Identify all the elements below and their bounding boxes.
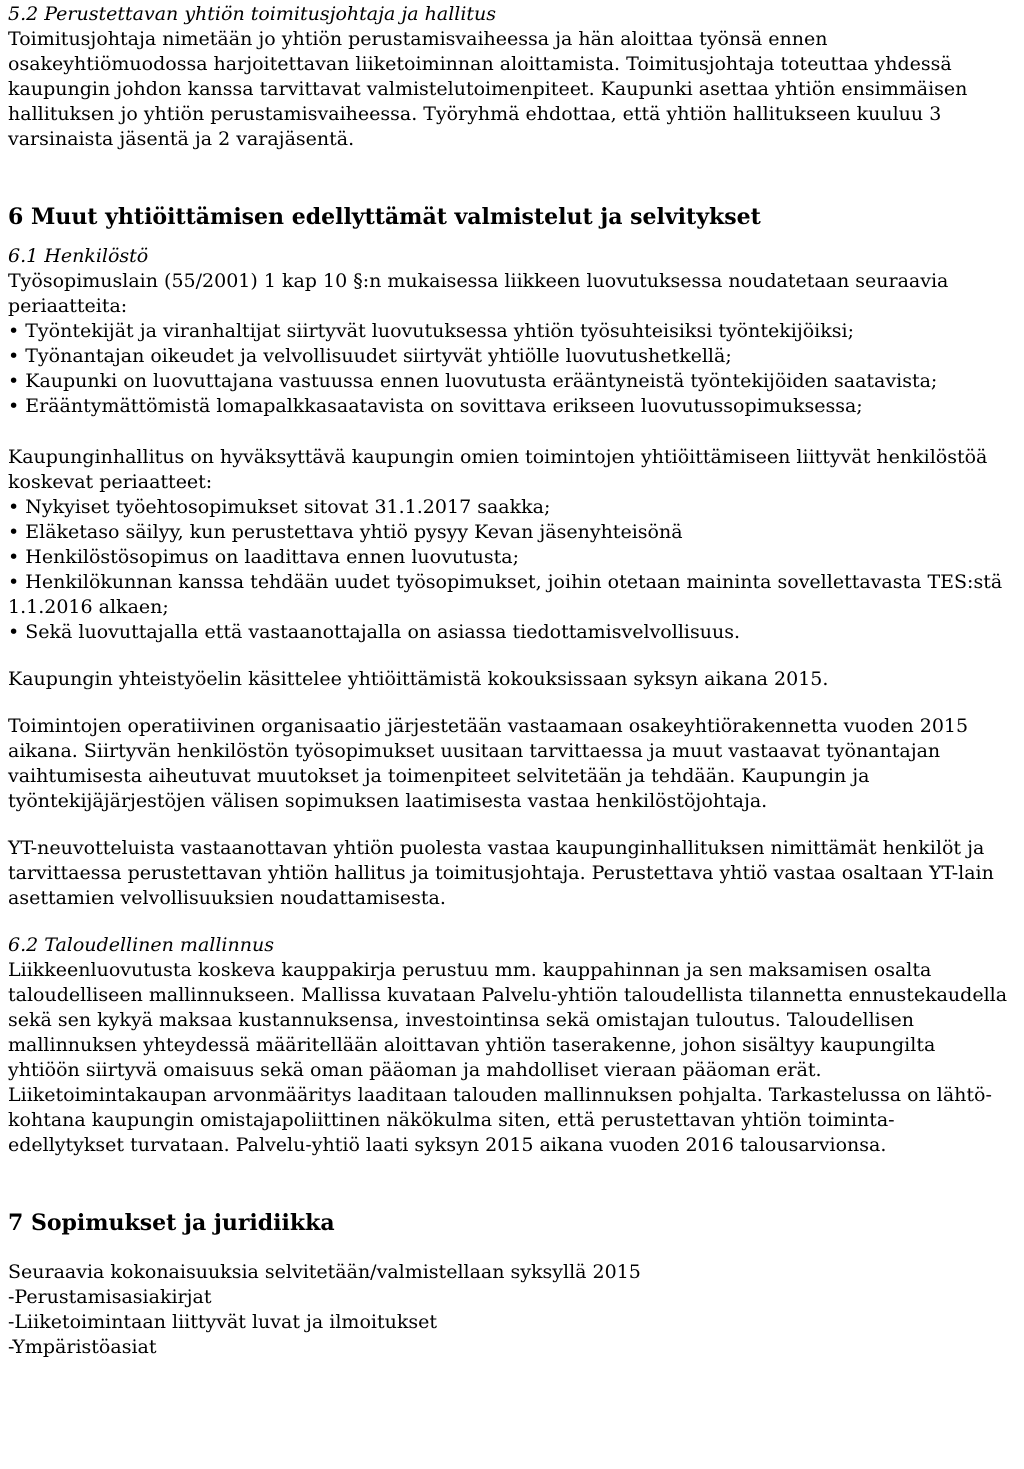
yt-negotiations-paragraph: YT-neuvotteluista vastaanottavan yhtiön puolesta vastaa kaupunginhallituksen nimittämät henkilöt ja tarvittaessa perustettavan yhtiön hallitus ja toimitusjohtaja. Perustettava yhtiö vastaa osaltaan YT-lain asettamien velvollisuuksien noudattamisesta. [8, 837, 994, 909]
section-6-2-heading: 6.2 Taloudellinen mallinnus [8, 934, 274, 956]
list-item: • Kaupunki on luovuttajana vastuussa ennen luovutusta erääntyneistä työntekijöiden saatavista; [8, 369, 1010, 394]
section-5-2-body: Toimitusjohtaja nimetään jo yhtiön perustamisvaiheessa ja hän aloittaa työnsä ennen osakeyhtiömuodossa harjoitettavan liiketoiminnan aloittamista. Toimitusjohtaja toteuttaa yhdessä kaupungin johdon kanssa tarvittavat valmistelutoimenpiteet. Kaupunki asettaa yhtiön ensimmäisen hallituksen jo yhtiön perustamisvaiheessa. Työryhmä ehdottaa, että yhtiön hallitukseen kuuluu 3 varsinaista jäsentä ja 2 varajäsentä. [8, 28, 968, 150]
section-5-2-heading: 5.2 Perustettavan yhtiön toimitusjohtaja ja hallitus [8, 3, 497, 25]
section-6-1-intro-b: Kaupunginhallitus on hyväksyttävä kaupungin omien toimintojen yhtiöittämiseen liittyvät henkilöstöä koskevat periaatteet: [8, 446, 988, 493]
section-6-2-body: Liikkeenluovutusta koskeva kauppakirja perustuu mm. kauppahinnan ja sen maksamisen osalta taloudelliseen mallinnukseen. Mallissa kuvataan Palvelu-yhtiön taloudellista tilannetta ennustekaudella sekä sen kykyä maksaa kustannuksensa, investointinsa sekä omistajan tuloutus. Taloudellisen mallinnuksen yhteydessä määritellään aloittavan yhtiön taserakenne, johon sisältyy kaupungilta yhtiöön siirtyvä omaisuus sekä oman pääoman ja mahdolliset vieraan pääoman erät. Liiketoimintakaupan arvonmääritys laaditaan talouden mallinnuksen pohjalta. Tarkastelussa on lähtö-kohtana kaupungin omistajapoliittinen näkökulma siten, että perustettavan yhtiön toiminta-edellytykset turvataan. Palvelu-yhtiö laati syksyn 2015 aikana vuoden 2016 talousarvionsa. [8, 959, 1008, 1156]
section-7-intro: Seuraavia kokonaisuuksia selvitetään/valmistellaan syksyllä 2015 [8, 1261, 641, 1283]
section-6-1-heading: 6.1 Henkilöstö [8, 245, 149, 267]
list-item: • Nykyiset työehtosopimukset sitovat 31.1.2017 saakka; [8, 495, 1010, 520]
list-item: • Sekä luovuttajalla että vastaanottajalla on asiassa tiedottamisvelvollisuus. [8, 620, 1010, 645]
list-item: -Liiketoimintaan liittyvät luvat ja ilmoitukset [8, 1311, 437, 1333]
list-item: • Erääntymättömistä lomapalkkasaatavista on sovittava erikseen luovutussopimuksessa; [8, 394, 1010, 419]
list-item: -Ympäristöasiat [8, 1336, 157, 1358]
list-item: -Perustamisasiakirjat [8, 1286, 212, 1308]
cooperation-body-paragraph: Kaupungin yhteistyöelin käsittelee yhtiöittämistä kokouksissaan syksyn aikana 2015. [8, 668, 829, 690]
organisation-paragraph: Toimintojen operatiivinen organisaatio järjestetään vastaamaan osakeyhtiörakennetta vuoden 2015 aikana. Siirtyvän henkilöstön työsopimukset uusitaan tarvittaessa ja muut vastaavat työnantajan vaihtumisesta aiheutuvat muutokset ja toimenpiteet selvitetään ja tehdään. Kaupungin ja työntekijäjärjestöjen välisen sopimuksen laatimisesta vastaa henkilöstöjohtaja. [8, 715, 969, 812]
section-7-heading: 7 Sopimukset ja juridiikka [8, 1210, 335, 1236]
list-item: • Työnantajan oikeudet ja velvollisuudet siirtyvät yhtiölle luovutushetkellä; [8, 344, 1010, 369]
transfer-principles-list [8, 319, 1010, 419]
list-item: • Työntekijät ja viranhaltijat siirtyvät luovutuksessa yhtiön työsuhteisiksi työntekijöiksi; [8, 319, 1010, 344]
list-item: • Henkilöstösopimus on laadittava ennen luovutusta; [8, 545, 1010, 570]
section-6-1-intro: Työsopimuslain (55/2001) 1 kap 10 §:n mukaisessa liikkeen luovutuksessa noudatetaan seuraavia periaatteita: [8, 270, 949, 317]
personnel-principles-list [8, 495, 1010, 645]
section-6-heading: 6 Muut yhtiöittämisen edellyttämät valmistelut ja selvitykset [8, 204, 761, 230]
list-item: • Eläketaso säilyy, kun perustettava yhtiö pysyy Kevan jäsenyhteisönä [8, 520, 1010, 545]
list-item: • Henkilökunnan kanssa tehdään uudet työsopimukset, joihin otetaan maininta sovellettavasta TES:stä 1.1.2016 alkaen; [8, 570, 1010, 620]
